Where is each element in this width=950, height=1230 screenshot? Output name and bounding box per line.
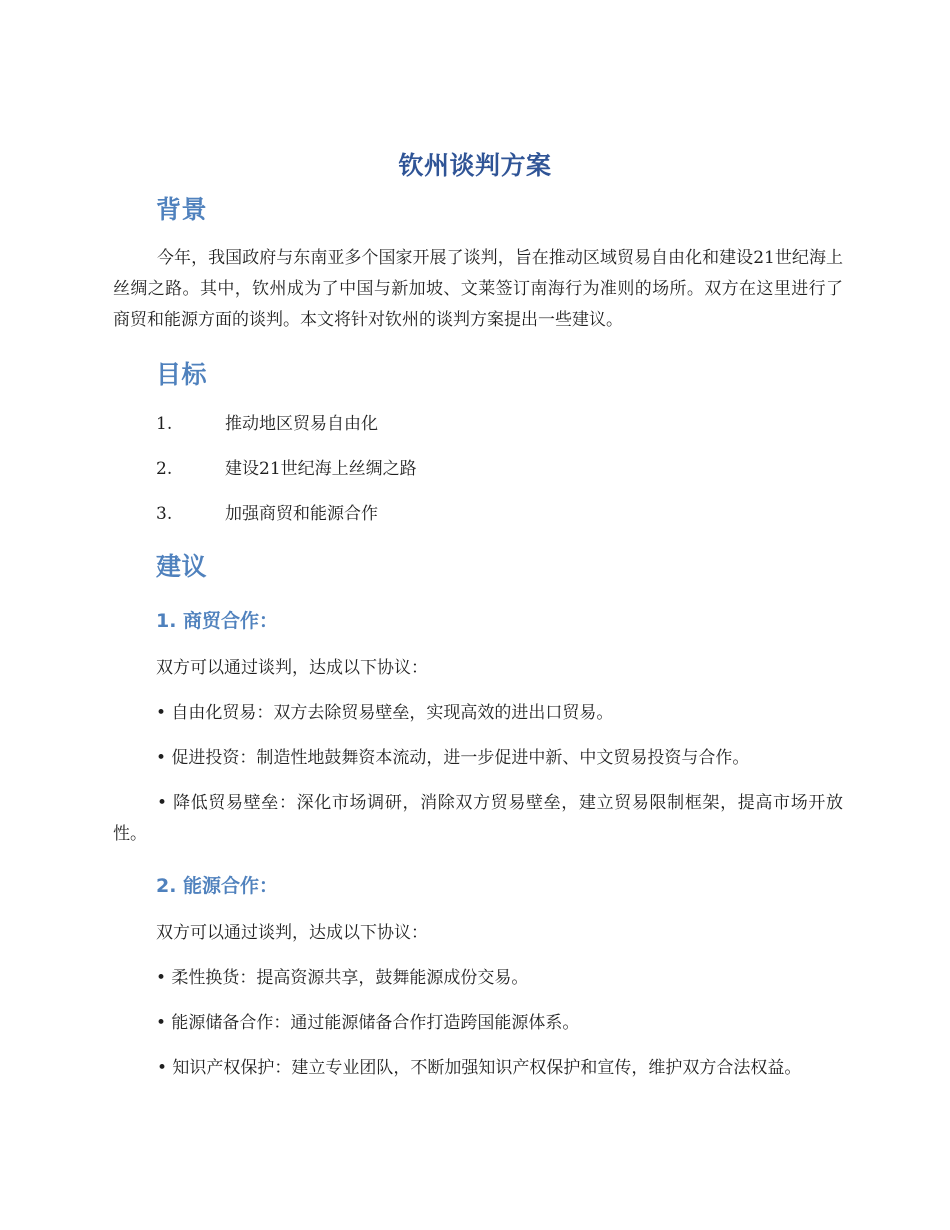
energy-bullet-2: • 能源储备合作：通过能源储备合作打造跨国能源体系。 — [156, 1013, 580, 1033]
goal-number: 3. — [156, 504, 173, 524]
subheading-trade: 1. 商贸合作： — [156, 610, 279, 632]
goal-item-2 — [156, 457, 417, 481]
goal-number: 1. — [156, 414, 173, 434]
trade-bullet-1: • 自由化贸易：双方去除贸易壁垒，实现高效的进出口贸易。 — [156, 703, 614, 723]
energy-intro: 双方可以通过谈判，达成以下协议： — [156, 923, 428, 943]
background-paragraph: 今年，我国政府与东南亚多个国家开展了谈判，旨在推动区域贸易自由化和建设21世纪海上丝绸之路。其中，钦州成为了中国与新加坡、文莱签订南海行为准则的场所。双方在这里进行了商贸和能源方面的谈判。本文将针对钦州的谈判方案提出一些建议。 — [113, 248, 843, 330]
trade-bullet-3: • 降低贸易壁垒：深化市场调研，消除双方贸易壁垒，建立贸易限制框架，提高市场开放性。 — [113, 793, 843, 844]
heading-goals: 目标 — [156, 360, 208, 389]
subheading-energy: 2. 能源合作： — [156, 875, 279, 897]
goal-text: 建设21世纪海上丝绸之路 — [225, 459, 417, 479]
energy-bullet-1: • 柔性换货：提高资源共享，鼓舞能源成份交易。 — [156, 968, 529, 988]
heading-suggestions: 建议 — [156, 552, 208, 581]
goal-item-3 — [156, 502, 378, 526]
goal-text: 推动地区贸易自由化 — [225, 414, 378, 434]
trade-intro: 双方可以通过谈判，达成以下协议： — [156, 658, 428, 678]
goal-text: 加强商贸和能源合作 — [225, 504, 378, 524]
document-title: 钦州谈判方案 — [398, 151, 552, 180]
goal-item-1 — [156, 412, 378, 436]
goal-number: 2. — [156, 459, 173, 479]
heading-background: 背景 — [156, 195, 208, 224]
trade-bullet-2: • 促进投资：制造性地鼓舞资本流动，进一步促进中新、中文贸易投资与合作。 — [156, 748, 750, 768]
energy-bullet-3: • 知识产权保护：建立专业团队，不断加强知识产权保护和宣传，维护双方合法权益。 — [157, 1058, 802, 1078]
